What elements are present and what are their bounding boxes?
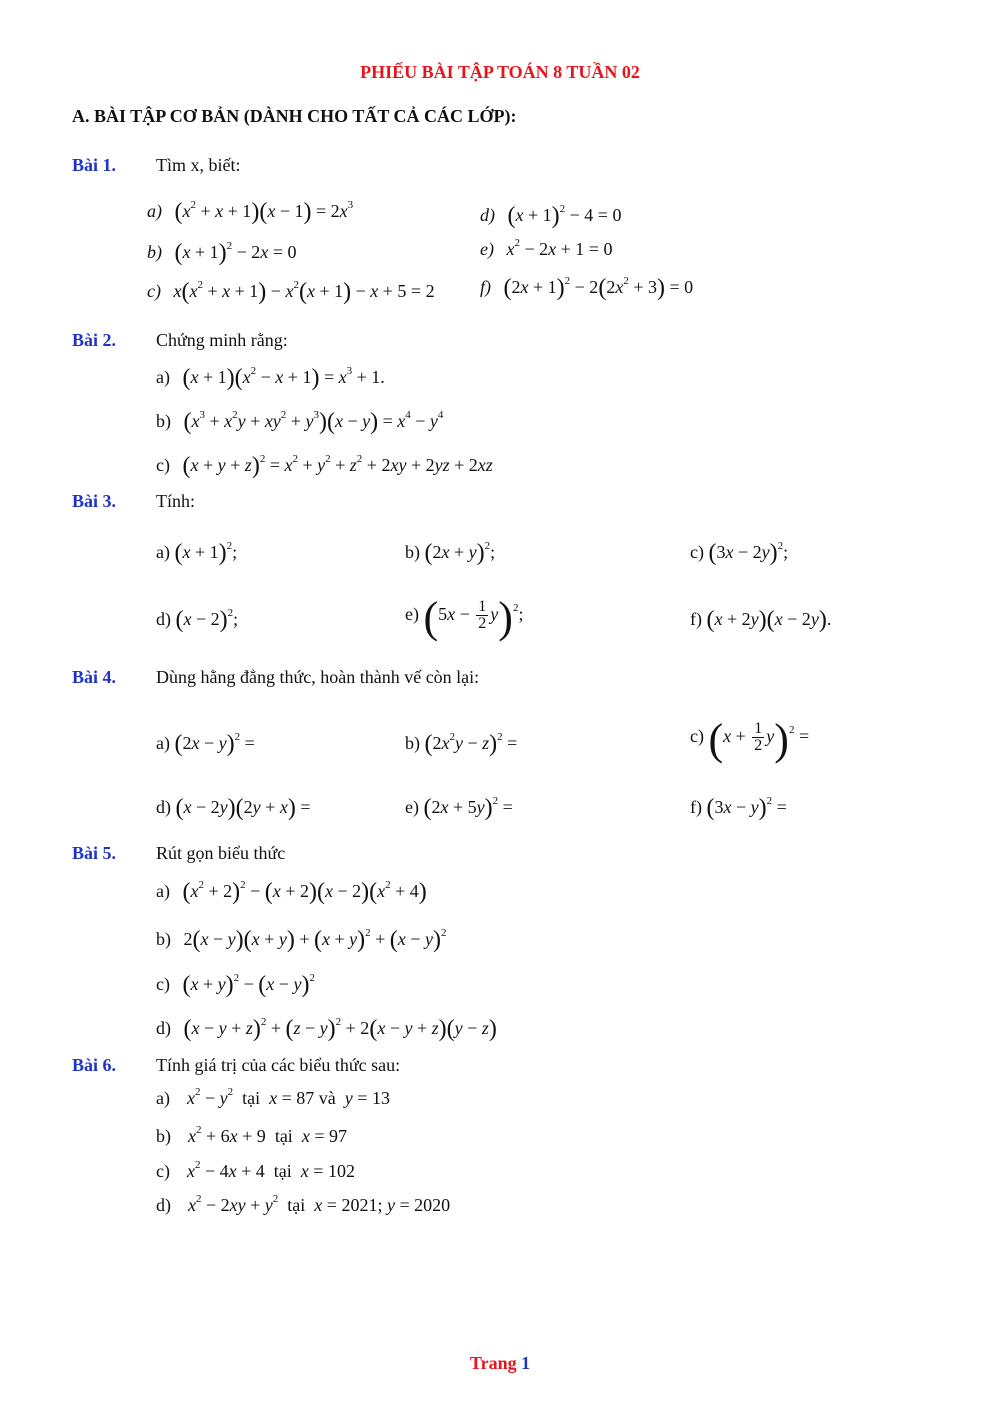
ex1-a: a) $(x^2 + x + 1)(x - 1) = 2x^3$ xyxy=(147,199,354,225)
ex4-e: e) $(2x + 5y)^2$ = xyxy=(405,795,513,821)
ex6-c: c) $x^2 - 4x + 4$ tại x = 102 xyxy=(156,1159,355,1181)
ex2-c: c) $(x + y + z)^2 = x^2 + y^2 + z^2 + 2xy + 2yz + 2xz$ xyxy=(156,453,493,479)
ex6-d: d) $x^2 - 2xy + y^2$ tại x = 2021; y = 2020 xyxy=(156,1193,451,1215)
ex1-c: c) $x(x^2 + x + 1) - x^2(x + 1) - x + 5 = 2$ xyxy=(147,279,435,305)
footer-page-word: Trang xyxy=(469,1353,517,1373)
ex6-b: b) $x^2 + 6x + 9$ tại x = 97 xyxy=(156,1124,347,1146)
exercise-2-label: Bài 2. xyxy=(72,330,117,350)
ex4-c: c) (x + $\frac{1}{2}$ y)$^2$ = xyxy=(690,715,810,764)
ex4-f: f) $(3x - y)^2$ = xyxy=(690,795,787,821)
ex5-a: a) $(x^2 + 2)^2 - (x + 2)(x - 2)(x^2 + 4)$ xyxy=(156,879,427,905)
ex3-d: d) $(x - 2)^2$; xyxy=(156,607,239,633)
exercise-6-label: Bài 6. xyxy=(72,1055,117,1075)
ex3-b: b) $(2x + y)^2$; xyxy=(405,540,496,566)
exercise-1-label: Bài 1. xyxy=(72,155,117,175)
ex2-a: a) $(x + 1)(x^2 - x + 1) = x^3 + 1$. xyxy=(156,365,385,391)
worksheet-title: PHIẾU BÀI TẬP TOÁN 8 TUẦN 02 xyxy=(360,62,640,82)
exercise-2-prompt: Chứng minh rằng: xyxy=(156,330,288,350)
exercise-4-label: Bài 4. xyxy=(72,667,117,687)
exercise-4-prompt: Dùng hằng đẳng thức, hoàn thành vế còn lại: xyxy=(156,667,480,687)
exercise-3-label: Bài 3. xyxy=(72,491,117,511)
exercise-3-prompt: Tính: xyxy=(156,491,195,511)
section-heading: A. BÀI TẬP CƠ BẢN (DÀNH CHO TẤT CẢ CÁC LỚP): xyxy=(72,106,517,126)
ex5-c: c) $(x + y)^2 - (x - y)^2$ xyxy=(156,972,315,998)
ex3-a: a) $(x + 1)^2$; xyxy=(156,540,238,566)
ex4-d: d) (x − 2y)(2y + x) = xyxy=(156,795,311,821)
ex3-f: f) (x + 2y)(x − 2y). xyxy=(690,607,832,633)
exercise-5-label: Bài 5. xyxy=(72,843,117,863)
ex4-a: a) $(2x - y)^2$ = xyxy=(156,731,255,757)
exercise-5-prompt: Rút gọn biểu thức xyxy=(156,843,286,863)
ex5-b: b) $2(x - y)(x + y) + (x + y)^2 + (x - y)^2$ xyxy=(156,927,447,953)
ex5-d: d) $(x - y + z)^2 + (z - y)^2 + 2(x - y + z)(y - z)$ xyxy=(156,1016,497,1042)
ex1-f: f) $(2x + 1)^2 - 2(2x^2 + 3) = 0$ xyxy=(480,275,694,301)
exercise-6-prompt: Tính giá trị của các biểu thức sau: xyxy=(156,1055,401,1075)
page-footer xyxy=(0,1353,1000,1374)
ex4-b: b) $(2x^2y - z)^2$ = xyxy=(405,731,518,757)
footer-page-number: 1 xyxy=(521,1353,531,1373)
ex3-e: e) (5x − $\frac{1}{2}$ y)$^2$; xyxy=(405,593,524,642)
ex3-c: c) $(3x - 2y)^2$; xyxy=(690,540,789,566)
ex2-b: b) $(x^3 + x^2y + xy^2 + y^3)(x - y) = x^4 - y^4$ xyxy=(156,409,444,435)
ex6-a: a) $x^2 - y^2$ tại x = 87 và y = 13 xyxy=(156,1086,390,1108)
exercise-1-prompt: Tìm x, biết: xyxy=(156,155,241,175)
ex1-b: b) $(x + 1)^2 - 2x = 0$ xyxy=(147,240,297,266)
ex1-d: d) $(x + 1)^2 - 4 = 0$ xyxy=(480,203,622,229)
ex1-e: e) $x^2 - 2x + 1 = 0$ xyxy=(480,237,613,259)
